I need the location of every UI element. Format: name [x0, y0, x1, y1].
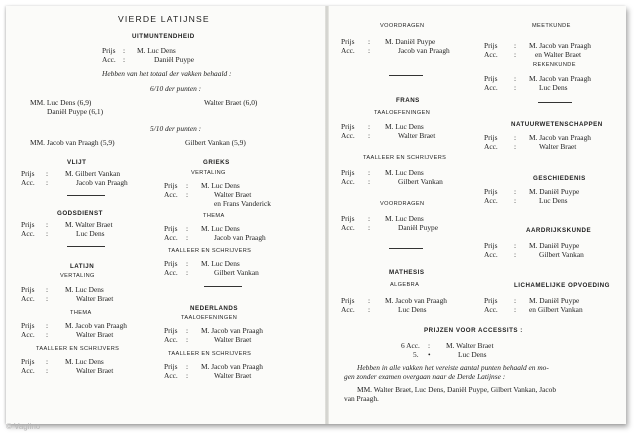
godsdienst-prijs: M. Walter Braet [65, 220, 113, 229]
acc-label: Acc. [164, 190, 178, 199]
natuurwetenschappen-prijs: M. Jacob van Praagh [529, 133, 591, 142]
divider [67, 246, 105, 247]
grieks-vertaling-acc: en Frans Vanderick [214, 199, 271, 208]
acc-label: Acc. [484, 196, 498, 205]
prijs-label: Prijs [484, 241, 498, 250]
nederlands-heading: NEDERLANDS [190, 305, 238, 312]
prijs-label: Prijs [164, 224, 178, 233]
godsdienst-acc: Luc Dens [76, 229, 105, 238]
colon: : [368, 131, 371, 140]
prijs-label: Prijs [341, 122, 355, 131]
acc-label: Acc. [21, 330, 35, 339]
colon: : [368, 214, 371, 223]
geschiedenis-heading: GESCHIEDENIS [533, 175, 586, 182]
colon: : [46, 357, 49, 366]
colon: : [186, 224, 189, 233]
prijs-label: Prijs [484, 296, 498, 305]
divider [389, 248, 423, 249]
acc-label: Acc. [21, 178, 35, 187]
colon: : [514, 41, 517, 50]
five-tenths-entry: MM. Jacob van Praagh (5,9) [30, 138, 115, 147]
latijn-taalleer-prijs: M. Luc Dens [65, 357, 104, 366]
colon: : [186, 335, 189, 344]
natuurwetenschappen-acc: Walter Braet [539, 142, 577, 151]
colon: : [368, 37, 371, 46]
algebra-prijs: M. Jacob van Praagh [385, 296, 447, 305]
nederlands-taaloefeningen-acc: Walter Braet [214, 335, 252, 344]
accessit-count: 6 Acc. [401, 341, 420, 350]
acc-label: Acc. [21, 229, 35, 238]
grieks-taalleer-prijs: M. Luc Dens [201, 259, 240, 268]
prijs-label: Prijs [484, 74, 498, 83]
geschiedenis-acc: Luc Dens [539, 196, 568, 205]
accessit-name: Luc Dens [458, 350, 487, 359]
acc-label: Acc. [21, 294, 35, 303]
colon: : [368, 223, 371, 232]
colon: : [368, 305, 371, 314]
acc-label: Acc. [341, 223, 355, 232]
prijs-label: Prijs [341, 168, 355, 177]
latijn-taalleer-acc: Walter Braet [76, 366, 114, 375]
prijs-label: Prijs [21, 220, 35, 229]
nederlands-taalleer-prijs: M. Jacob van Praagh [201, 362, 263, 371]
voordragen-subheading: VOORDRAGEN [380, 23, 425, 29]
aardrijkskunde-heading: AARDRIJKSKUNDE [526, 227, 592, 234]
acc-label: Acc. [21, 366, 35, 375]
colon: : [186, 362, 189, 371]
colon: : [514, 296, 517, 305]
lichamelijke-opvoeding-acc: en Gilbert Vankan [529, 305, 583, 314]
algebra-subheading: ALGEBRA [390, 282, 420, 288]
latijn-thema-prijs: M. Jacob van Praagh [65, 321, 127, 330]
colon: : [46, 321, 49, 330]
acc-label: Acc. [341, 177, 355, 186]
frans-taaloefeningen-prijs: M. Luc Dens [385, 122, 424, 131]
latijn-thema-acc: Walter Braet [76, 330, 114, 339]
colon: : [514, 187, 517, 196]
colon: : [46, 229, 49, 238]
prijs-label: Prijs [164, 326, 178, 335]
prijs-label: Prijs [484, 187, 498, 196]
grieks-vertaling-acc: Walter Braet [214, 190, 252, 199]
acc-label: Acc. [341, 305, 355, 314]
acc-label: Acc. [341, 131, 355, 140]
frans-taaloefeningen-acc: Walter Braet [398, 131, 436, 140]
frans-voordragen-prijs: M. Luc Dens [385, 214, 424, 223]
prijs-label: Prijs [164, 181, 178, 190]
colon: : [46, 285, 49, 294]
class-title: VIERDE LATIJNSE [118, 14, 210, 24]
acc-label: Acc. [164, 371, 178, 380]
algebra-acc: Luc Dens [398, 305, 427, 314]
colon: : [368, 122, 371, 131]
prijs-label: Prijs [21, 169, 35, 178]
excellence-heading: UITMUNTENDHEID [132, 33, 195, 40]
acc-label: Acc. [484, 83, 498, 92]
acc-label: Acc. [484, 50, 498, 59]
prijs-label: Prijs [484, 41, 498, 50]
colon: : [514, 250, 517, 259]
promoted-names: MM. Walter Braet, Luc Dens, Daniël Puype, Gilbert Vankan, Jacob [357, 385, 557, 394]
rekenkunde-prijs: M. Jacob van Praagh [529, 74, 591, 83]
lichamelijke-opvoeding-heading: LICHAMELIJKE OPVOEDING [514, 282, 610, 289]
accessit-bullet: • [428, 350, 431, 359]
colon: : [123, 46, 126, 55]
closing-text: gen zonder examen overgaan naar de Derde Latijnse : [344, 372, 506, 381]
voordragen-prijs: M. Daniël Puype [385, 37, 436, 46]
colon: : [368, 46, 371, 55]
nederlands-taaloefeningen-prijs: M. Jacob van Praagh [201, 326, 263, 335]
colon: : [514, 196, 517, 205]
excellence-prijs-winner: M. Luc Dens [137, 46, 176, 55]
prijs-label: Prijs [164, 362, 178, 371]
program-sheet [6, 6, 626, 424]
grieks-taalleer-subheading: TAALLEER EN SCHRIJVERS [168, 248, 252, 254]
grieks-thema-subheading: THEMA [203, 213, 225, 219]
vlijt-prijs: M. Gilbert Vankan [65, 169, 121, 178]
frans-heading: FRANS [396, 97, 420, 104]
colon: : [186, 233, 189, 242]
frans-taaloefeningen-subheading: TAALOEFENINGEN [374, 110, 431, 116]
divider [389, 75, 423, 76]
colon: : [186, 190, 189, 199]
voordragen-acc: Jacob van Praagh [398, 46, 450, 55]
frans-taalleer-acc: Gilbert Vankan [398, 177, 443, 186]
prijs-label: Prijs [21, 357, 35, 366]
godsdienst-heading: GODSDIENST [57, 210, 103, 217]
page-fold [325, 6, 329, 424]
prijs-label: Prijs [102, 46, 116, 55]
natuurwetenschappen-heading: NATUURWETENSCHAPPEN [511, 121, 603, 128]
prijs-label: Prijs [21, 321, 35, 330]
prijs-label: Prijs [341, 37, 355, 46]
colon: : [368, 296, 371, 305]
frans-taalleer-prijs: M. Luc Dens [385, 168, 424, 177]
aardrijkskunde-acc: Gilbert Vankan [539, 250, 584, 259]
mathesis-heading: MATHESIS [389, 269, 425, 276]
colon: : [514, 305, 517, 314]
colon: : [123, 55, 126, 64]
closing-text: Hebben in alle vakken het vereiste aantal punten behaald en mo- [357, 363, 549, 372]
six-tenths-entry: Walter Braet (6,0) [204, 98, 258, 107]
colon: : [46, 178, 49, 187]
frans-voordragen-acc: Daniël Puype [398, 223, 439, 232]
colon: : [514, 241, 517, 250]
meetkunde-prijs: M. Jacob van Praagh [529, 41, 591, 50]
colon: : [46, 294, 49, 303]
promoted-names: van Praagh. [344, 394, 379, 403]
nederlands-taalleer-subheading: TAALLEER EN SCHRIJVERS [168, 351, 252, 357]
grieks-vertaling-prijs: M. Luc Dens [201, 181, 240, 190]
six-tenths-entry: Daniël Puype (6,1) [47, 107, 104, 116]
colon: : [514, 133, 517, 142]
acc-label: Acc. [341, 46, 355, 55]
colon: : [186, 181, 189, 190]
six-tenths-entry: MM. Luc Dens (6,9) [30, 98, 92, 107]
colon: : [514, 74, 517, 83]
vlijt-heading: VLIJT [67, 159, 87, 166]
grieks-thema-prijs: M. Luc Dens [201, 224, 240, 233]
aardrijkskunde-prijs: M. Daniël Puype [529, 241, 580, 250]
colon: : [186, 371, 189, 380]
colon: : [514, 142, 517, 151]
colon: : [514, 83, 517, 92]
accessit-name: M. Walter Braet [446, 341, 494, 350]
colon: : [186, 268, 189, 277]
grieks-taalleer-acc: Gilbert Vankan [214, 268, 259, 277]
colon: : [186, 326, 189, 335]
colon: : [514, 50, 517, 59]
grieks-vertaling-subheading: VERTALING [191, 170, 226, 176]
divider [67, 195, 105, 196]
frans-voordragen-subheading: VOORDRAGEN [380, 201, 425, 207]
divider [204, 286, 242, 287]
lichamelijke-opvoeding-prijs: M. Daniël Puype [529, 296, 580, 305]
colon: : [46, 366, 49, 375]
latijn-taalleer-subheading: TAALLEER EN SCHRIJVERS [36, 346, 120, 352]
latijn-thema-subheading: THEMA [70, 310, 92, 316]
acc-label: Acc. [164, 335, 178, 344]
frans-taalleer-subheading: TAALLEER EN SCHRIJVERS [363, 155, 447, 161]
colon: : [428, 341, 431, 350]
latijn-vertaling-subheading: VERTALING [60, 273, 95, 279]
five-tenths-entry: Gilbert Vankan (5,9) [185, 138, 246, 147]
prijs-label: Prijs [341, 296, 355, 305]
meetkunde-acc: en Walter Braet [535, 50, 582, 59]
acc-label: Acc. [102, 55, 116, 64]
accessits-heading: PRIJZEN VOOR ACCESSITS : [424, 327, 523, 334]
acc-label: Acc. [484, 305, 498, 314]
acc-label: Acc. [164, 268, 178, 277]
rekenkunde-subheading: REKENKUNDE [533, 62, 576, 68]
grieks-thema-acc: Jacob van Praagh [214, 233, 266, 242]
six-tenths-heading: 6/10 der punten : [150, 84, 202, 93]
watermark: © Vaglino [6, 422, 41, 431]
grieks-heading: GRIEKS [203, 159, 230, 166]
nederlands-taaloefeningen-subheading: TAALOEFENINGEN [181, 315, 238, 321]
prijs-label: Prijs [21, 285, 35, 294]
colon: : [368, 168, 371, 177]
acc-label: Acc. [484, 142, 498, 151]
nederlands-taalleer-acc: Walter Braet [214, 371, 252, 380]
totals-intro: Hebben van het totaal der vakken behaald : [102, 69, 232, 78]
colon: : [46, 169, 49, 178]
acc-label: Acc. [484, 250, 498, 259]
divider [538, 102, 572, 103]
colon: : [368, 177, 371, 186]
latijn-heading: LATIJN [70, 263, 95, 270]
latijn-vertaling-prijs: M. Luc Dens [65, 285, 104, 294]
vlijt-acc: Jacob van Praagh [76, 178, 128, 187]
excellence-acc-winner: Daniël Puype [154, 55, 195, 64]
acc-label: Acc. [164, 233, 178, 242]
prijs-label: Prijs [484, 133, 498, 142]
prijs-label: Prijs [341, 214, 355, 223]
meetkunde-subheading: MEETKUNDE [532, 23, 571, 29]
accessit-count: 5. [413, 350, 419, 359]
colon: : [186, 259, 189, 268]
geschiedenis-prijs: M. Daniël Puype [529, 187, 580, 196]
latijn-vertaling-acc: Walter Braet [76, 294, 114, 303]
five-tenths-heading: 5/10 der punten : [150, 124, 202, 133]
prijs-label: Prijs [164, 259, 178, 268]
rekenkunde-acc: Luc Dens [539, 83, 568, 92]
colon: : [46, 330, 49, 339]
colon: : [46, 220, 49, 229]
